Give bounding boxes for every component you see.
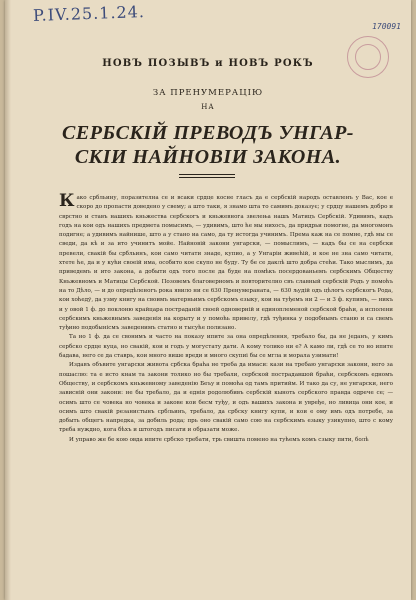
paragraph-1 [59, 191, 393, 333]
heading-line-2: ЗА ПРЕНУМЕРАЦІЮ [152, 88, 264, 98]
document-title [5, 121, 411, 169]
body-text [59, 191, 393, 445]
archive-number: 170091 [372, 22, 401, 31]
paragraph-4: И управо же бе кою овда ипите србско требати, трь свишта помено на тућемъ комъ сзыку пити, болѣ [69, 436, 369, 443]
document-page [5, 0, 411, 600]
paragraph-1-text: ако србльину, поразителна се и всаки срдце косне гласъ да е сербскій народъ оставленъ у Вас, кое е скоро до пропасти доведено у свему; а што таки, я знамо шта то самимъ доказує; у срдцу нашемъ добро и сврстно и ставъ нашихъ кньжества сербскогъ и кньжевнога звелења нашъ Матицъ Сербскій. Удивимъ, кадъ годъ на кои одъ нашихъ предмета помысимъ, — удивимъ, што ће мы нихосъ, да придрьи помогне, да многомонъ подигне; а удивимъ найнише, што а у стано иа само, да ту истогда учинимъ. Према каж на се помне, гдѣ мы се сведи, да кѣ и за ито учинитъ мойе. Найновій закони унгарски, — помыслимъ, — кадъ бы се на сербски превели, свакій бы србльинъ, кои само читати знаде, купио, а у Унгаріи живећій, и кое не зна само читати, хтете ће, да и у кући своеій има, особито кое скупо не буду. Ту бе се даклѣ што добра стећи. Тако мыслимъ, да приведемъ и ито закона, а добыти одъ того после да буде на помѣкъ посердованьемъ сербскимъ Обществу Кньжевномъ и Матицы Сербской. Позовемъ благоверномъ и повторително свъ славный сербскій Родъ у помоћъ на то Дѣло, — и до опредѣленогъ рока явило ни се 630 Пренумераната, — 630 људій одъ цѣлогъ сербскогъ Рода, кои хоћедў, да узму книгу на своимъ матерньимъ сербскомъ езыку, кои на туђемъ ни 2 — и 3 ф. купимъ, — никъ и у овой 1 ф. до поклоню крайцара постраданій своей одноверній и единоплеменой сербской браћи, а исполени сербскимъ кньжевнымъ заведенія на корыту и у помоћь привелу, гдѣ туђинка у подобнымъ станю и са свемъ туђино подобынісмъ заведенимъ статно и тысуће полизано. [59, 195, 393, 332]
paragraph-3: Издавъ объвите унгарски живота србска браћа не треба да имаси: кази на требаю унгарски закони, него за пошаслю: та е исто кнам та закони толико но бы требали, сербской пострадавшой браћи, сербскомъ едномъ Обществу, и сербскомъ кньжевному заведенію Беъу и помоћа од тамъ притийм. И тако да су, не унгарски, него зависній они закони: не бы требало, да и еднія родолюбивъ сербскій кыноть сербского правда одрече се; — осимъ што се човека но човека и закове кои бесм туђу, и одъ вашихъ закона и увређе, но ливица они кое, и осимъ што свакій резанистынъ србльинъ, требало, да србску книгу купи, и кои е ому имъ одъ потребе, за добыть общегъ напредка, за добиль рода; прь оно свакій само сою на сербскимъ езыку узикупно, што с кому треба нуждно, кога бѣхъ и штогодъ писати и образати може. [59, 362, 393, 434]
paragraph-2: Та но 1 ф. да се свонимъ и часто на показу ипите за она опредѣлення, требало бы, да не једанъ, у кимъ сербско срдце куца, но свакій, кои и годъ у могустату дати. А кому толико ни е? А камо ли, гдѣ се то но ипите бадава, него се да ставрь, кои много више вреди и много скупиі бы се мгла и морала узимати! [59, 334, 393, 360]
decorative-rule [179, 174, 235, 178]
title-line-1: СЕРБСКІЙ ПРЕВОДЪ УНГАР- [62, 122, 354, 144]
library-stamp-icon [347, 36, 389, 78]
drop-cap: К [59, 191, 75, 211]
archive-shelfmark: P.IV.25.1.24. [32, 2, 146, 25]
heading-line-1: НОВЪ ПОЗЫВЪ и НОВЪ РОКЪ [102, 58, 314, 69]
title-line-2: СКІИ НАЙНОВІИ ЗАКОНА. [74, 146, 342, 168]
heading-line-3: НА [201, 103, 215, 111]
